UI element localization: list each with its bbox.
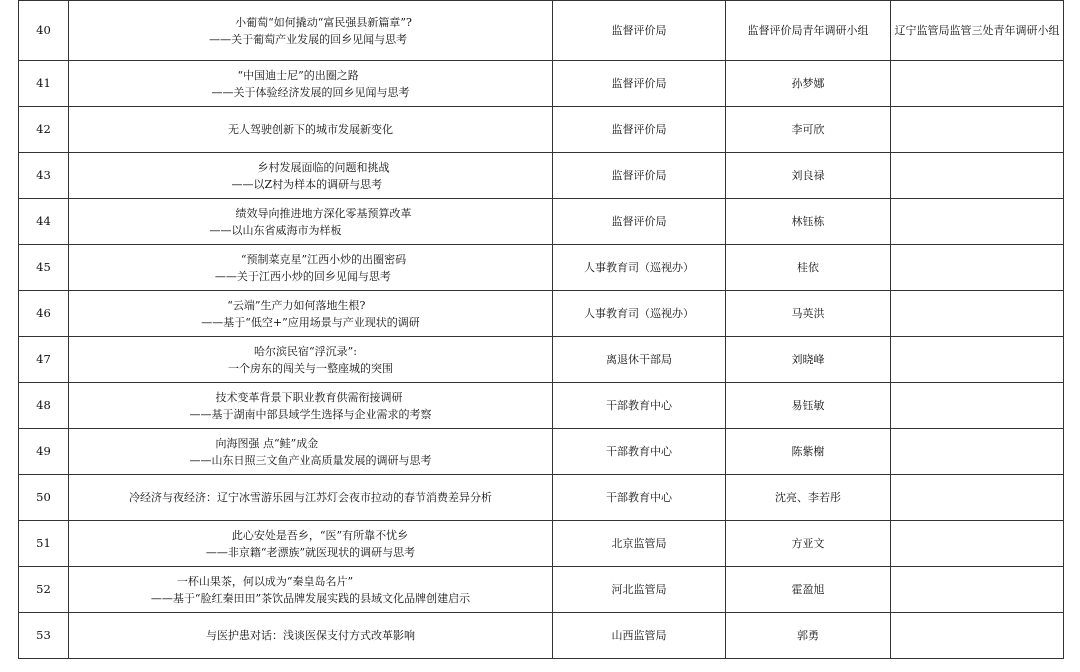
table-body (19, 1, 1064, 659)
topic-title: “预制菜克星”江西小炒的出圈密码 (240, 252, 407, 266)
topic-title-block (151, 573, 470, 607)
topic-title-cell (69, 1, 553, 61)
unit-cell: 河北监管局 (553, 567, 726, 613)
author-cell: 李可欣 (726, 107, 891, 153)
topic-subtitle: ——关于江西小炒的回乡见闻与思考 (214, 269, 391, 283)
collaborator-cell (891, 429, 1064, 475)
topic-subtitle: ——关于葡萄产业发展的回乡见闻与思考 (209, 32, 408, 46)
row-number: 49 (19, 429, 69, 475)
row-number: 50 (19, 475, 69, 521)
row-number: 40 (19, 1, 69, 61)
unit-cell: 监督评价局 (553, 107, 726, 153)
topic-title-block (232, 159, 390, 193)
topic-title-cell (69, 613, 553, 659)
topic-title-cell (69, 475, 553, 521)
topic-title-block (228, 343, 393, 377)
author-cell: 霍盈旭 (726, 567, 891, 613)
collaborator-cell (891, 567, 1064, 613)
unit-cell: 山西监管局 (553, 613, 726, 659)
table-row (19, 291, 1064, 337)
row-number: 51 (19, 521, 69, 567)
topic-subtitle: ——基于“脸红秦田田”茶饮品牌发展实践的县域文化品牌创建启示 (150, 591, 471, 605)
topic-title: 此心安处是吾乡，“医”有所靠不忧乡 (231, 528, 409, 542)
unit-cell: 干部教育中心 (553, 383, 726, 429)
unit-cell: 监督评价局 (553, 153, 726, 199)
unit-cell: 干部教育中心 (553, 429, 726, 475)
table-row (19, 429, 1064, 475)
table-row (19, 153, 1064, 199)
topic-subtitle: ——关于体验经济发展的回乡见闻与思考 (211, 85, 410, 99)
topic-title-cell (69, 521, 553, 567)
table-row (19, 521, 1064, 567)
collaborator-cell (891, 153, 1064, 199)
topic-title-cell (69, 245, 553, 291)
topic-title: “云端”生产力如何落地生根? (227, 298, 366, 312)
author-cell: 方亚文 (726, 521, 891, 567)
unit-cell: 人事教育司（巡视办） (553, 291, 726, 337)
collaborator-cell (891, 199, 1064, 245)
topic-title: 绩效导向推进地方深化零基预算改革 (235, 206, 412, 220)
topic-title-block (209, 14, 412, 48)
topic-title: 哈尔滨民宿“浮沉录”: (254, 344, 357, 358)
topic-title-cell (69, 383, 553, 429)
table-row (19, 199, 1064, 245)
topic-title-block (210, 205, 412, 239)
author-cell: 孙梦娜 (726, 61, 891, 107)
author-cell: 马英洪 (726, 291, 891, 337)
table-row (19, 475, 1064, 521)
collaborator-cell (891, 291, 1064, 337)
topic-title-cell (69, 337, 553, 383)
topic-title-block (201, 297, 419, 331)
collaborator-cell (891, 521, 1064, 567)
unit-cell: 离退休干部局 (553, 337, 726, 383)
row-number: 41 (19, 61, 69, 107)
row-number: 47 (19, 337, 69, 383)
table-row (19, 107, 1064, 153)
unit-cell: 监督评价局 (553, 1, 726, 61)
author-cell: 易钰敏 (726, 383, 891, 429)
author-cell: 刘良禄 (726, 153, 891, 199)
topic-title-cell (69, 429, 553, 475)
author-cell: 林钰栋 (726, 199, 891, 245)
table-row (19, 337, 1064, 383)
topic-title: 无人驾驶创新下的城市发展新变化 (228, 123, 393, 136)
topic-title: 与医护患对话：浅谈医保支付方式改革影响 (206, 629, 415, 642)
unit-cell: 监督评价局 (553, 61, 726, 107)
collaborator-cell (891, 61, 1064, 107)
topic-title-block (212, 67, 410, 101)
author-cell: 刘晓峰 (726, 337, 891, 383)
table-row (19, 61, 1064, 107)
topic-title-block (206, 527, 415, 561)
topic-title: 向海图强 点“鲑”成金 (215, 436, 319, 450)
topic-title: 技术变革背景下职业教育供需衔接调研 (215, 390, 403, 404)
topic-title: “中国迪士尼”的出圈之路 (237, 68, 359, 82)
unit-cell: 干部教育中心 (553, 475, 726, 521)
topic-subtitle: ——基于湖南中部县域学生选择与企业需求的考察 (189, 407, 432, 421)
research-topics-table (18, 0, 1064, 659)
author-cell: 郭勇 (726, 613, 891, 659)
topic-title-cell (69, 199, 553, 245)
row-number: 53 (19, 613, 69, 659)
row-number: 45 (19, 245, 69, 291)
collaborator-cell: 辽宁监管局监管三处青年调研小组 (891, 1, 1064, 61)
topic-subtitle: ——基于“低空+”应用场景与产业现状的调研 (201, 315, 420, 329)
topic-title-cell (69, 107, 553, 153)
table-row (19, 383, 1064, 429)
unit-cell: 北京监管局 (553, 521, 726, 567)
topic-title-cell (69, 61, 553, 107)
topic-title: 一杯山果茶，何以成为“秦皇岛名片” (176, 574, 354, 588)
topic-title-block (190, 435, 432, 469)
topic-title: 冷经济与夜经济：辽宁冰雪游乐园与江苏灯会夜市拉动的春节消费差异分析 (129, 491, 492, 504)
row-number: 43 (19, 153, 69, 199)
collaborator-cell (891, 613, 1064, 659)
author-cell: 监督评价局青年调研小组 (726, 1, 891, 61)
author-cell: 桂依 (726, 245, 891, 291)
collaborator-cell (891, 245, 1064, 291)
collaborator-cell (891, 383, 1064, 429)
unit-cell: 监督评价局 (553, 199, 726, 245)
unit-cell: 人事教育司（巡视办） (553, 245, 726, 291)
author-cell: 沈亮、李若彤 (726, 475, 891, 521)
table-row (19, 1, 1064, 61)
topic-subtitle: 一个房东的闯关与一整座城的突围 (228, 361, 393, 375)
topic-title-cell (69, 567, 553, 613)
collaborator-cell (891, 107, 1064, 153)
topic-subtitle: ——山东日照三文鱼产业高质量发展的调研与思考 (189, 453, 432, 467)
topic-subtitle: ——以山东省威海市为样板 (209, 223, 342, 237)
collaborator-cell (891, 475, 1064, 521)
topic-subtitle: ——非京籍“老漂族”就医现状的调研与思考 (205, 545, 416, 559)
row-number: 44 (19, 199, 69, 245)
topic-title: 小葡萄“如何撬动“富民强县新篇章”? (235, 15, 412, 29)
topic-title-cell (69, 153, 553, 199)
row-number: 48 (19, 383, 69, 429)
row-number: 52 (19, 567, 69, 613)
row-number: 42 (19, 107, 69, 153)
table-row (19, 613, 1064, 659)
topic-title-cell (69, 291, 553, 337)
topic-title: 乡村发展面临的问题和挑战 (257, 160, 390, 174)
topic-subtitle: ——以Z村为样本的调研与思考 (231, 177, 383, 191)
topic-title-block (190, 389, 432, 423)
table-row (19, 567, 1064, 613)
collaborator-cell (891, 337, 1064, 383)
author-cell: 陈紫榭 (726, 429, 891, 475)
topic-title-block (215, 251, 406, 285)
row-number: 46 (19, 291, 69, 337)
table-row (19, 245, 1064, 291)
